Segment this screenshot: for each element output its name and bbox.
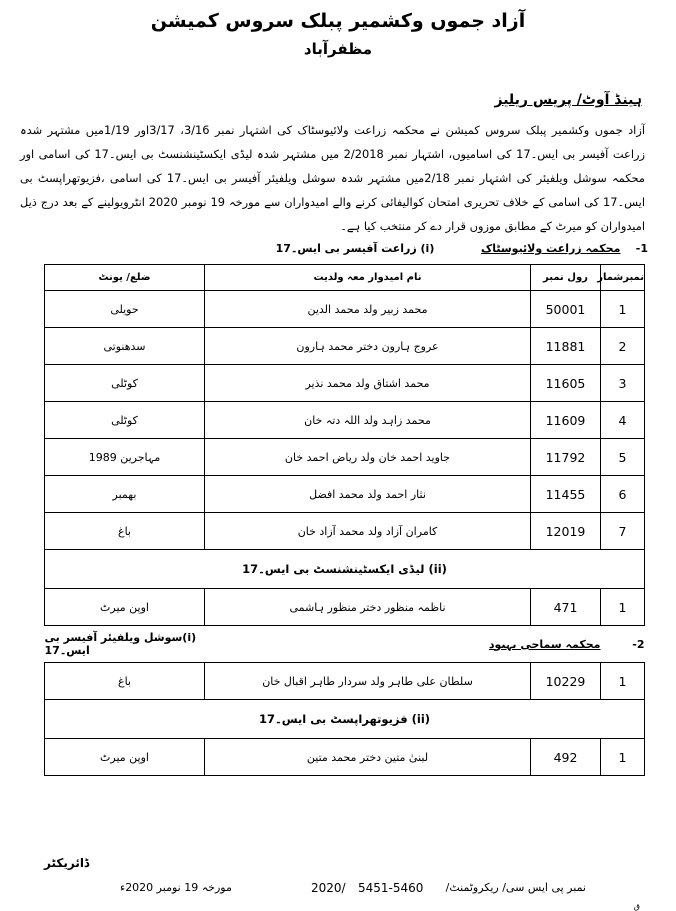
section-1-heading <box>481 242 648 255</box>
table-row <box>45 476 645 513</box>
table-row <box>45 439 645 476</box>
post-title: (i) زراعت آفیسر بی ایس۔17 <box>275 242 435 255</box>
cell-roll: 11609 <box>531 402 601 439</box>
cell-roll: 10229 <box>531 663 601 700</box>
cell-district: سدھنوتی <box>45 328 205 365</box>
org-title: آزاد جموں وکشمیر پبلک سروس کمیشن <box>150 10 526 32</box>
cell-roll: 11605 <box>531 365 601 402</box>
city-title: مظفرآباد <box>303 40 373 58</box>
reference-label: نمبر پی ایس سی/ ریکروٹمنٹ/ <box>445 881 586 894</box>
cell-serial: 4 <box>601 402 645 439</box>
section-dept: محکمہ زراعت ولائیوسٹاک <box>480 242 621 255</box>
cell-serial: 2 <box>601 328 645 365</box>
signer-title: ڈائریکٹر <box>44 856 90 870</box>
cell-district: کوٹلی <box>45 365 205 402</box>
corner-mark: ق <box>633 902 640 911</box>
post-title: (i)سوشل ویلفیئر آفیسر بی ایس۔17 <box>44 631 197 657</box>
cell-name: کامران آزاد ولد محمد آزاد خان <box>205 513 531 550</box>
cell-name: عروج ہارون دختر محمد ہارون <box>205 328 531 365</box>
cell-name: سلطان علی طاہر ولد سردار طاہر اقبال خان <box>205 663 531 700</box>
cell-district: اوپن میرٹ <box>45 739 205 776</box>
header-roll: رول نمبر <box>531 265 601 291</box>
section-dept: محکمہ سماجی بہبود <box>488 637 601 651</box>
cell-name: محمد زبیر ولد محمد الدین <box>205 291 531 328</box>
cell-district: بھمبر <box>45 476 205 513</box>
cell-roll: 471 <box>531 589 601 626</box>
cell-district: مہاجرین 1989 <box>45 439 205 476</box>
cell-roll: 492 <box>531 739 601 776</box>
post-subheading-row <box>45 550 645 589</box>
post-title: (ii) لیڈی ایکسٹینشنسٹ بی ایس۔17 <box>45 550 645 589</box>
cell-roll: 11881 <box>531 328 601 365</box>
press-release-heading: ہینڈ آوٹ/ پریس ریلیز <box>494 92 642 108</box>
cell-name: محمد اشتاق ولد محمد نذیر <box>205 365 531 402</box>
section-number: 1- <box>635 242 648 255</box>
cell-name: ناظمہ منظور دختر منظور ہاشمی <box>205 589 531 626</box>
table-header-row <box>45 265 645 291</box>
cell-serial: 1 <box>601 663 645 700</box>
cell-name: لبنیٰ متین دختر محمد متین <box>205 739 531 776</box>
section-number: 2- <box>632 637 645 651</box>
cell-serial: 6 <box>601 476 645 513</box>
cell-district: اوپن میرٹ <box>45 589 205 626</box>
table-row <box>45 513 645 550</box>
table-row <box>45 291 645 328</box>
post-subheading-row <box>45 700 645 739</box>
intro-paragraph: آزاد جموں وکشمیر پبلک سروس کمیشن نے محکمہ زراعت ولائیوسٹاک کی اشتہار نمبر 3/16، 3/17اور 1/19میں مشتہر شدہ زراعت آفیسر بی ایس۔17 کی اسامیوں، اشتہار نمبر 2/2018 میں مشتہر شدہ لیڈی ایکسٹینشنسٹ بی ایس۔17 کی اسامی اور محکمہ سوشل ویلفیئر کی اشتہار نمبر 2/18میں مشتہر شدہ سوشل ویلفیئر آفیسر بی ایس۔17 کی اسامی ،فزیوتھراپسٹ بی ایس۔17 کی اسامی کے خلاف تحریری امتحان کوالیفائی کرنے والے امیدواران سے مورخہ 19 نومبر 2020 انٹرویولینے کے بعد درج ذیل امیدواران کو میرٹ کے مطابق موزوں قرار دے کر منتخب کیا ہے۔ <box>20 123 646 233</box>
cell-serial: 3 <box>601 365 645 402</box>
table-row <box>45 663 645 700</box>
reference-year: 2020/ <box>311 881 346 895</box>
cell-name: جاوید احمد خان ولد ریاض احمد خان <box>205 439 531 476</box>
table-row <box>45 328 645 365</box>
header-district: ضلع/ یونٹ <box>45 265 205 291</box>
section-2-heading-row <box>45 626 645 663</box>
cell-district: کوٹلی <box>45 402 205 439</box>
header-name: نام امیدوار معہ ولدیت <box>205 265 531 291</box>
cell-district: باغ <box>45 663 205 700</box>
cell-serial: 1 <box>601 589 645 626</box>
cell-serial: 7 <box>601 513 645 550</box>
table-row <box>45 739 645 776</box>
cell-district: باغ <box>45 513 205 550</box>
table-row <box>45 365 645 402</box>
cell-roll: 12019 <box>531 513 601 550</box>
post-title: (ii) فزیوتھراپسٹ بی ایس۔17 <box>45 700 645 739</box>
header-serial: نمبرشمار <box>601 265 645 291</box>
cell-roll: 11455 <box>531 476 601 513</box>
reference-numbers: 5451-5460 <box>358 881 424 895</box>
cell-serial: 1 <box>601 291 645 328</box>
cell-roll: 11792 <box>531 439 601 476</box>
cell-district: حویلی <box>45 291 205 328</box>
issue-date: مورخہ 19 نومبر 2020ء <box>120 881 232 894</box>
cell-serial: 1 <box>601 739 645 776</box>
cell-name: نثار احمد ولد محمد افضل <box>205 476 531 513</box>
cell-roll: 50001 <box>531 291 601 328</box>
selection-table <box>44 264 645 776</box>
table-row <box>45 402 645 439</box>
table-row <box>45 589 645 626</box>
cell-name: محمد زاہد ولد اللہ دتہ خان <box>205 402 531 439</box>
cell-serial: 5 <box>601 439 645 476</box>
